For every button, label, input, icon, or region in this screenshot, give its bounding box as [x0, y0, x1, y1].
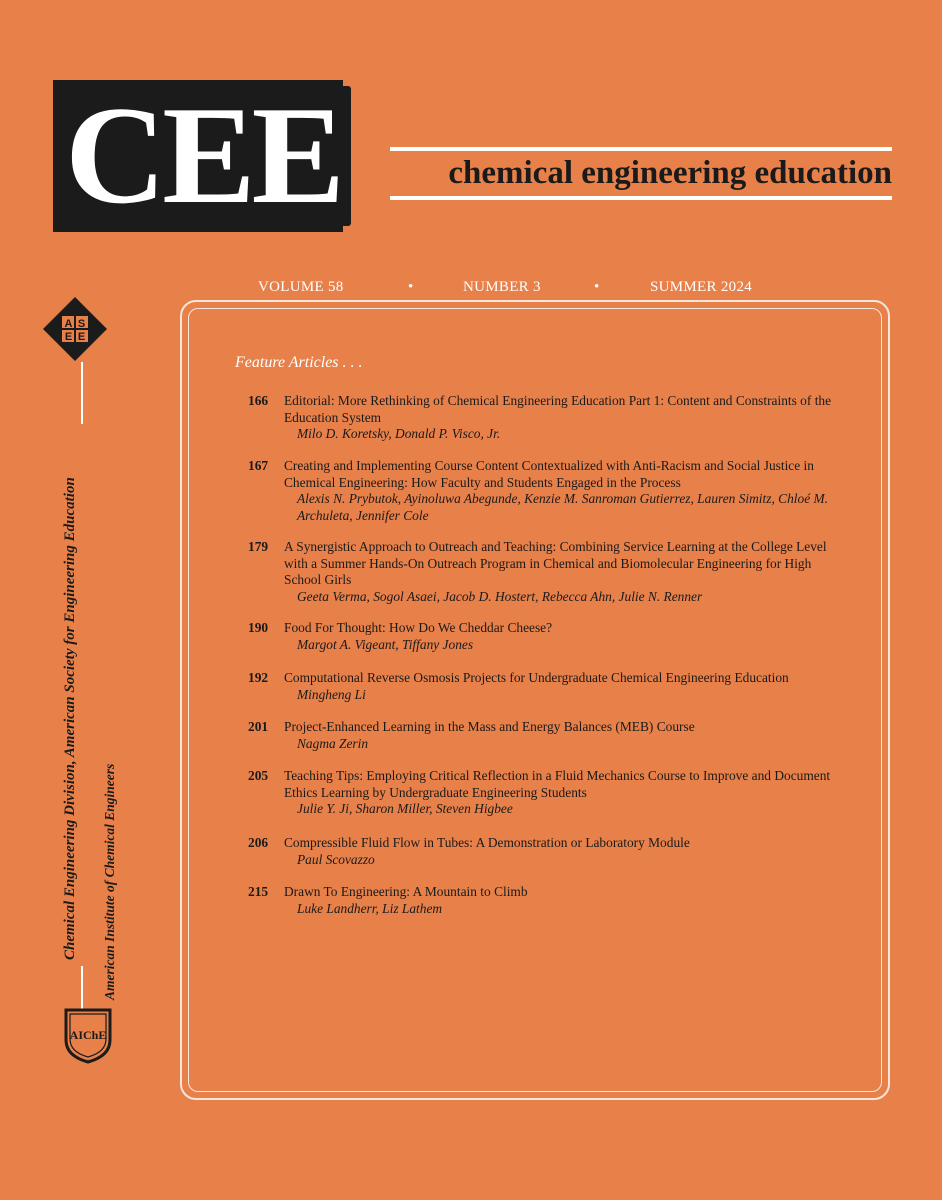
title-rule-top	[390, 147, 892, 151]
article-authors: Geeta Verma, Sogol Asaei, Jacob D. Hostert, Rebecca Ahn, Julie N. Renner	[297, 588, 703, 604]
title-rule-bottom	[390, 196, 892, 200]
article-title: A Synergistic Approach to Outreach and Teaching: Combining Service Learning at the College Level with a Summer Hands-On Outreach Program in Chemical and Biomolecular Engineering for High School Girls	[284, 539, 827, 587]
article-title: Food For Thought: How Do We Cheddar Cheese?	[284, 620, 553, 635]
asee-letter: E	[64, 331, 73, 343]
article-page: 190	[248, 620, 269, 635]
sidebar-aiche-text: American Institute of Chemical Engineers	[102, 763, 117, 1000]
article-page: 166	[248, 393, 269, 408]
list-item[interactable]	[248, 719, 848, 752]
issue-season: SUMMER 2024	[650, 279, 753, 295]
list-item[interactable]	[248, 393, 848, 443]
issue-separator: •	[408, 279, 414, 295]
article-authors: Luke Landherr, Liz Lathem	[297, 900, 443, 916]
article-authors: Julie Y. Ji, Sharon Miller, Steven Higbee	[297, 801, 513, 816]
article-page: 205	[248, 768, 269, 783]
journal-title: chemical engineering education	[448, 155, 892, 191]
issue-number: NUMBER 3	[463, 279, 541, 295]
article-title: Computational Reverse Osmosis Projects for Undergraduate Chemical Engineering Education	[284, 670, 789, 685]
article-authors: Paul Scovazzo	[297, 851, 375, 867]
sidebar-asee-text: Chemical Engineering Division, American Society for Engineering Education	[62, 477, 78, 960]
article-title: Drawn To Engineering: A Mountain to Climb	[284, 884, 528, 899]
article-authors: Milo D. Koretsky, Donald P. Visco, Jr.	[297, 426, 501, 441]
article-authors: Alexis N. Prybutok, Ayinoluwa Abegunde, Kenzie M. Sanroman Gutierrez, Lauren Simitz, Chloé M. Archuleta, Jennifer Cole	[297, 491, 828, 523]
article-authors: Mingheng Li	[297, 686, 366, 702]
article-page: 167	[248, 458, 269, 473]
cee-logo-text: CEE	[65, 78, 341, 233]
sidebar-divider	[81, 362, 83, 424]
article-page: 215	[248, 884, 269, 899]
asee-letter: S	[77, 318, 86, 330]
asee-letter: A	[64, 318, 73, 330]
issue-separator: •	[594, 279, 600, 295]
list-item[interactable]	[248, 539, 848, 605]
article-title: Compressible Fluid Flow in Tubes: A Demonstration or Laboratory Module	[284, 835, 690, 850]
list-item[interactable]	[248, 670, 848, 703]
article-page: 206	[248, 835, 269, 850]
article-page: 201	[248, 719, 269, 734]
article-authors: Margot A. Vigeant, Tiffany Jones	[297, 636, 474, 652]
asee-letter: E	[77, 331, 86, 343]
article-title: Editorial: More Rethinking of Chemical Engineering Education Part 1: Content and Constraints of the Education System	[284, 393, 832, 425]
list-item[interactable]	[248, 620, 848, 653]
list-item[interactable]	[248, 884, 848, 917]
cee-logo	[53, 80, 343, 232]
aiche-emblem-icon	[62, 1006, 114, 1064]
list-item[interactable]	[248, 458, 848, 524]
issue-info	[258, 279, 778, 301]
aiche-emblem-text: AIChE	[69, 1028, 107, 1042]
article-title: Teaching Tips: Employing Critical Reflection in a Fluid Mechanics Course to Improve and Document Ethics Learning by Undergraduate Engineering Students	[284, 768, 831, 800]
article-authors: Nagma Zerin	[297, 735, 369, 751]
article-title: Creating and Implementing Course Content Contextualized with Anti-Racism and Social Justice in Chemical Engineering: How Faculty and Students Engaged in the Process	[284, 458, 814, 490]
article-page: 179	[248, 539, 269, 554]
article-page: 192	[248, 670, 269, 685]
issue-volume: VOLUME 58	[258, 279, 344, 295]
feature-articles-heading: Feature Articles . . .	[235, 354, 363, 371]
list-item[interactable]	[248, 835, 848, 868]
article-title: Project-Enhanced Learning in the Mass and Energy Balances (MEB) Course	[284, 719, 695, 734]
asee-emblem-icon	[42, 296, 108, 362]
list-item[interactable]	[248, 768, 848, 818]
